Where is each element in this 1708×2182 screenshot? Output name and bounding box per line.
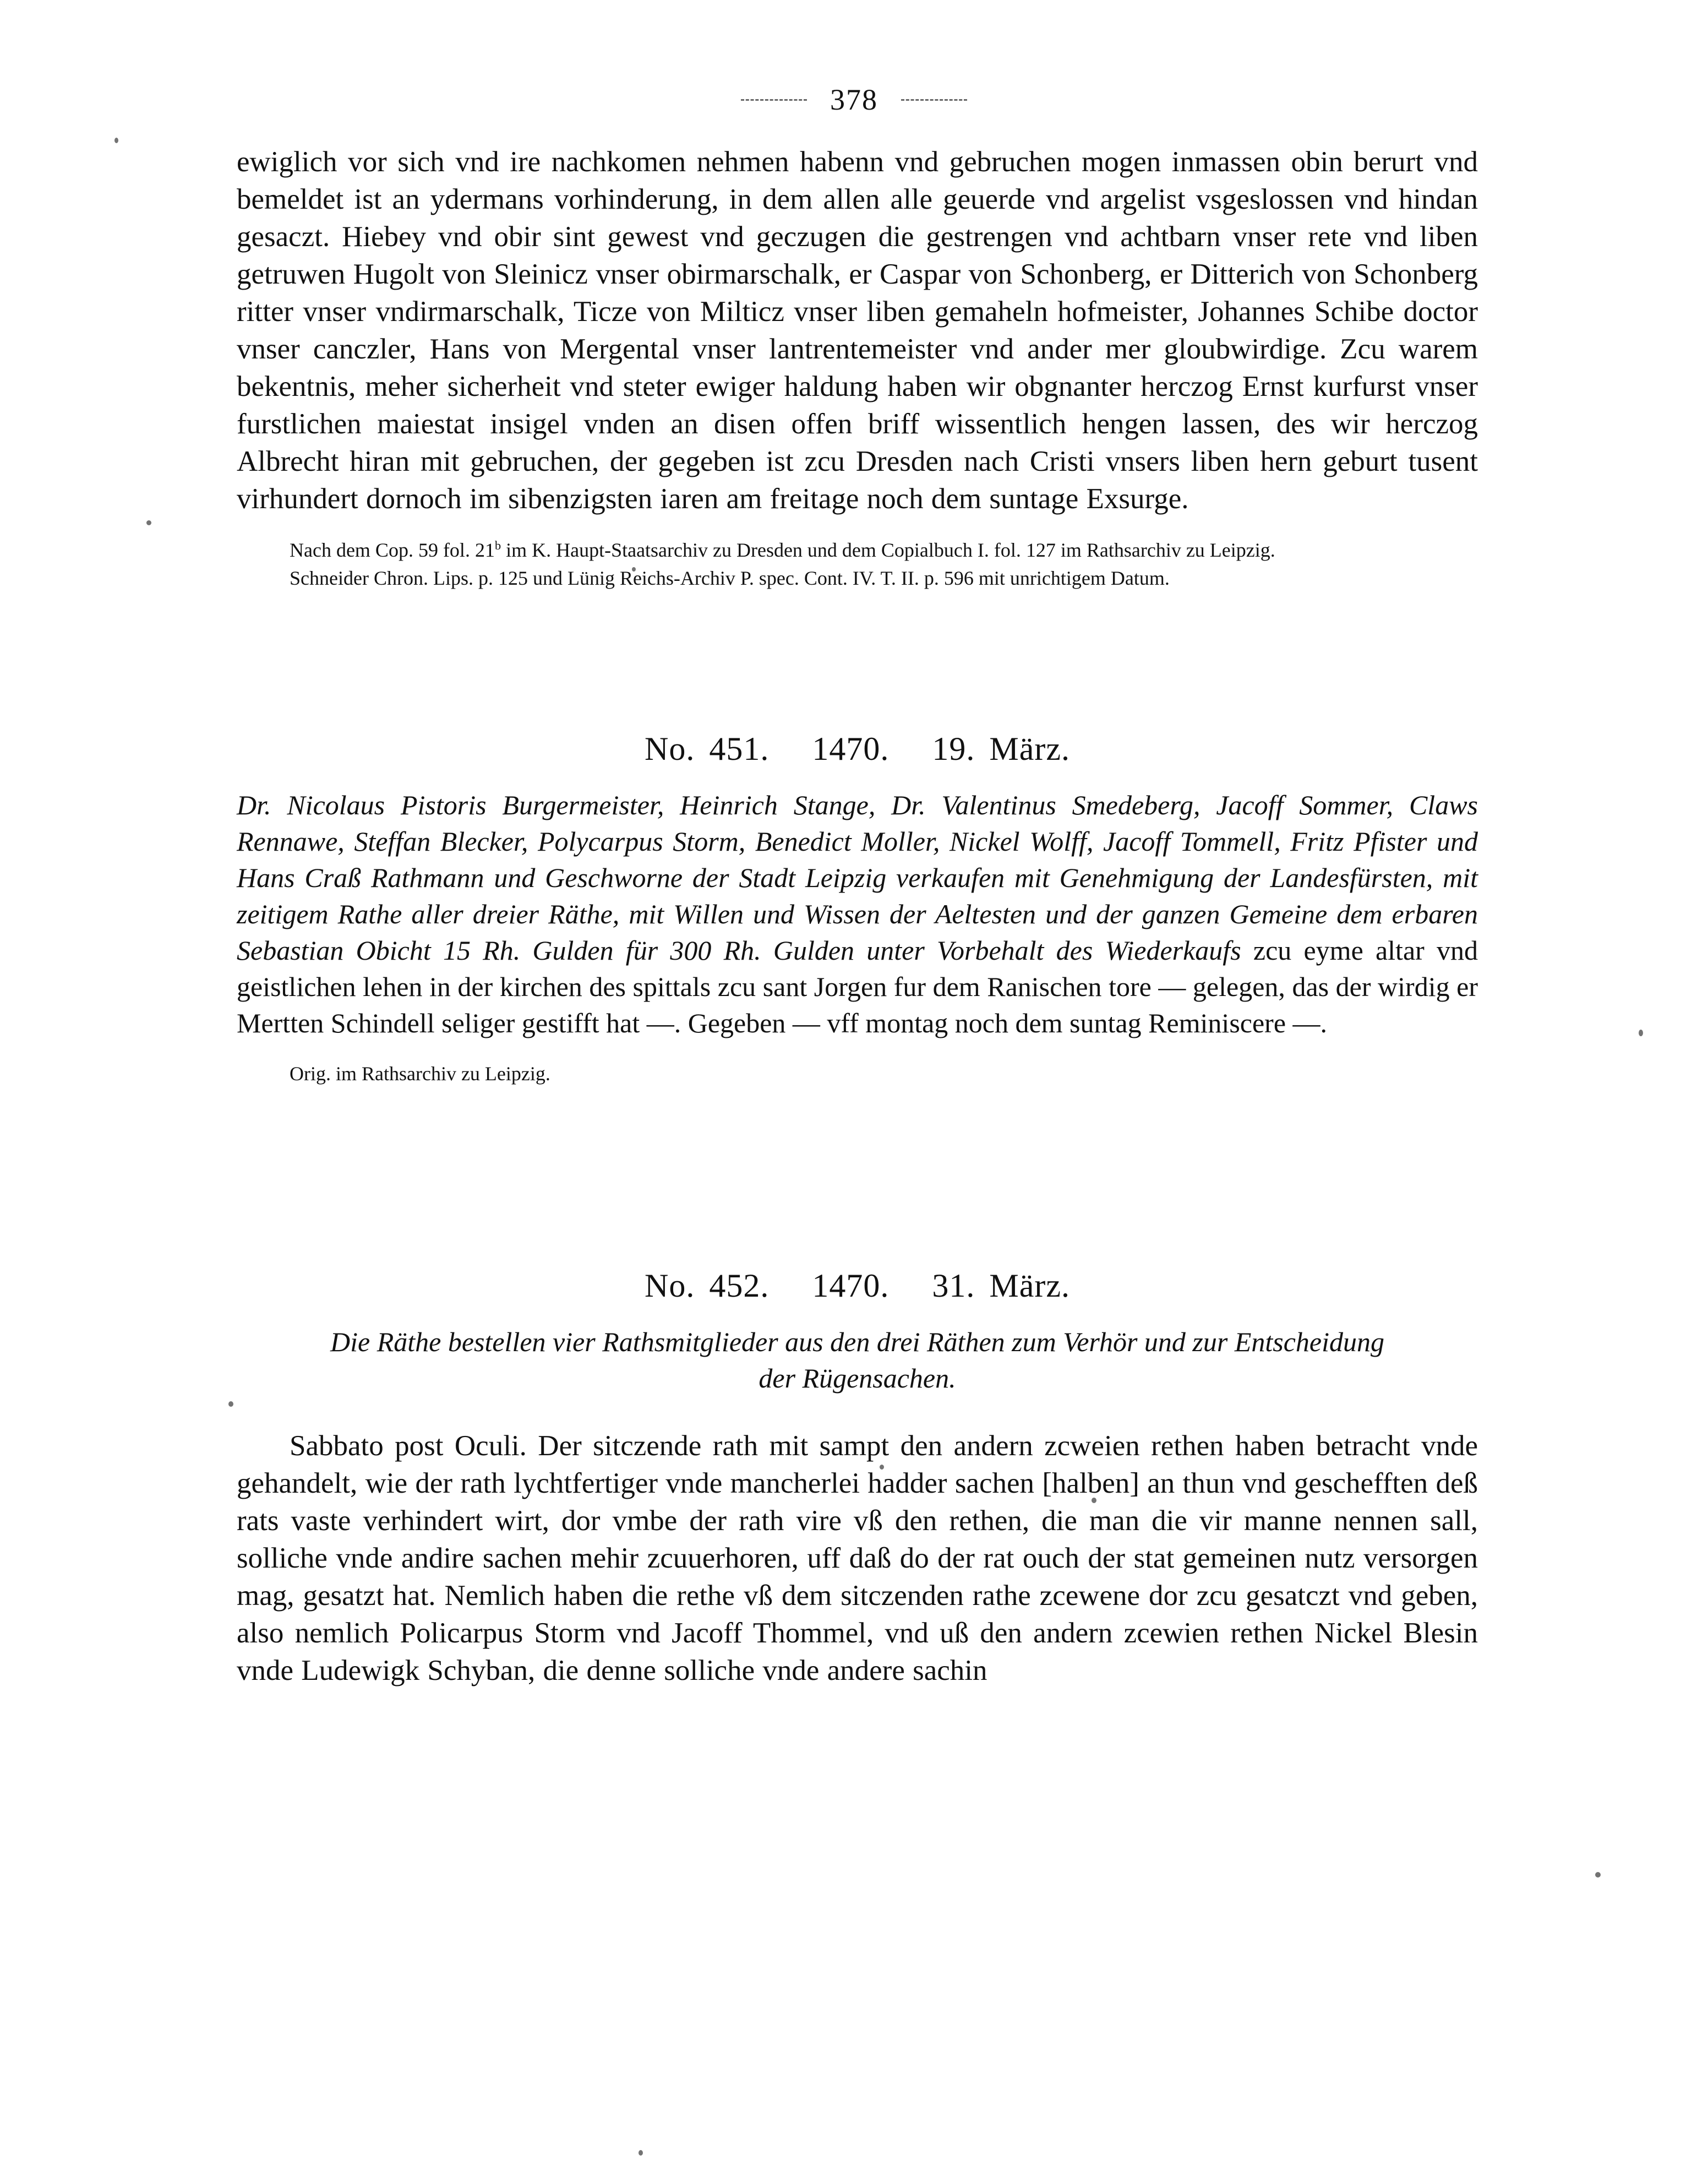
source-note-cop59-pre: Nach dem Cop. 59 fol. 21 [290, 539, 495, 561]
page-number: 378 [830, 83, 878, 116]
scan-speckle [1595, 1872, 1601, 1878]
source-note-schneider-chron: Schneider Chron. Lips. p. 125 und Lünig Reichs-Archiv P. spec. Cont. IV. T. II. p. 596 mit unrichtigem Datum. [290, 567, 1170, 589]
text-column [237, 143, 1478, 1689]
charter-continuation-body: ewiglich vor sich vnd ire nachkomen nehmen habenn vnd gebruchen mogen inmassen obin berurt vnd bemeldet ist an ydermans vorhinderung, in dem allen alle geuerde vnd argelist vsgeslossen vnd hindan gesaczt. Hiebey vnd obir sint gewest vnd geczugen die gestrengen vnd achtbarn vnser rete vnd liben getruwen Hugolt von Sleinicz vnser obirmarschalk, er Caspar von Schonberg, er Ditterich von Schonberg ritter vnser vndirmarschalk, Ticze von Milticz vnser liben gemaheln hofmeister, Johannes Schibe doctor vnser canczler, Hans von Mergental vnser lantrentemeister vnd ander mer gloubwirdige. Zcu warem bekentnis, meher sicherheit vnd steter ewiger haldung haben wir obgnanter herczog Ernst kurfurst vnser furstlichen maiestat insigel vnden an disen offen briff wissentlich hengen lassen, des wir herczog Albrecht hiran mit gebruchen, der gegeben ist zcu Dresden nach Cristi vnsers liben hern geburt tusent virhundert dornoch im sibenzigsten iaren am freitage noch dem suntage Exsurge. [237, 146, 1478, 515]
running-head [0, 83, 1708, 117]
folio-superscript: b [494, 538, 501, 552]
regest-451-italic: Dr. Nicolaus Pistoris Burgermeister, Heinrich Stange, Dr. Valentinus Smedeberg, Jacoff Sommer, Claws Rennawe, Steffan Blecker, Polycarpus Storm, Benedict Moller, Nickel Wolff, Jacoff Tommell, Fritz Pfister und Hans Craß Rathmann und Geschworne der Stadt Leipzig verkaufen mit Genehmigung der Landesfürsten, mit zeitigem Rathe aller dreier Räthe, mit Willen und Wissen der Aeltesten und der ganzen Gemeine dem erbaren Sebastian Obicht 15 Rh. Gulden für 300 Rh. Gulden unter Vorbehalt des Wiederkaufs [237, 790, 1478, 966]
scan-speckle [1639, 1030, 1643, 1036]
doc-heading-451: No. 451. 1470. 19. März. [645, 731, 1070, 767]
regest-451 [237, 787, 1478, 1041]
head-rule-left [741, 99, 807, 101]
doc-heading-452: No. 452. 1470. 31. März. [645, 1267, 1070, 1304]
scan-speckle [146, 520, 151, 525]
regest-451-roman: zcu eyme altar vnd geistlichen lehen in der kirchen des spittals zcu sant Jorgen fur dem Ranischen tore — gelegen, das der wirdig er Mertten Schindell seliger gestifft hat —. Gegeben — vff montag noch dem suntag Reminiscere —. [237, 935, 1478, 1038]
head-rule-right [901, 99, 967, 101]
source-note-cop59-post: im K. Haupt-Staatsarchiv zu Dresden und dem Copialbuch I. fol. 127 im Rathsarchiv zu Leipzig. [501, 539, 1275, 561]
doc-452-body: Sabbato post Oculi. Der sitczende rath mit sampt den andern zcweien rethen haben betracht vnde gehandelt, wie der rath lychtfertiger vnde mancherlei hadder sachen [halben] an thun vnd geschefften deß rats vaste verhindert wirt, dor vmbe der rath vire vß den rethen, die man die vir manne nennen sall, solliche vnde andire sachen mehir zcuuerhoren, uff daß do der rat ouch der stat gemeinen nutz versorgen mag, gesatzt hat. Nemlich haben die rethe vß dem sitczenden rathe zcewene dor zcu gesatczt vnd geben, also nemlich Policarpus Storm vnd Jacoff Thommel, vnd uß den andern zcewien rethen Nickel Blesin vnde Ludewigk Schyban, die denne solliche vnde andere sachin [237, 1430, 1478, 1686]
scan-speckle [228, 1401, 233, 1407]
scan-speckle [114, 138, 118, 143]
scan-speckle [639, 2150, 643, 2156]
regest-452-line-2: der Rügensachen. [758, 1363, 956, 1394]
source-note-cop59 [237, 536, 1478, 564]
regest-452-line-1: Die Räthe bestellen vier Rathsmitglieder aus den drei Räthen zum Verhör und zur Entscheidung [330, 1326, 1384, 1357]
source-note-451: Orig. im Rathsarchiv zu Leipzig. [290, 1063, 550, 1085]
